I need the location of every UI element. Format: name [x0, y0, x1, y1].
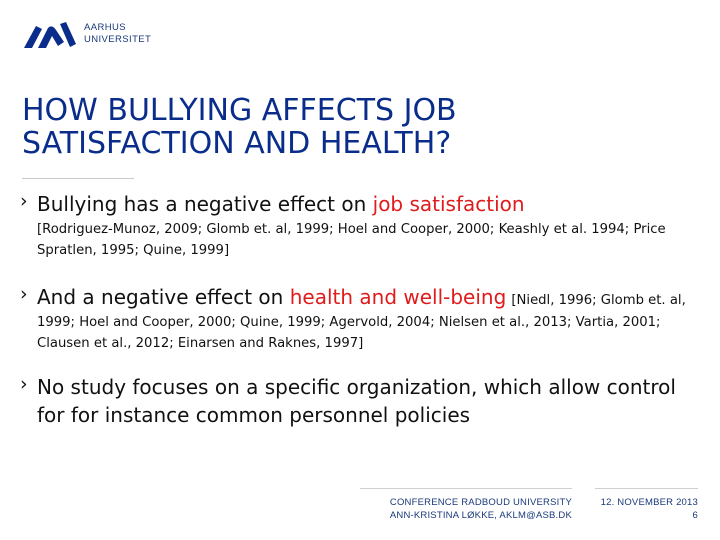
footer-author: ANN-KRISTINA LØKKE, AKLM@ASB.DK	[389, 510, 572, 521]
slide-title-line2: SATISFACTION AND HEALTH?	[22, 126, 452, 161]
slide-title-line1: HOW BULLYING AFFECTS JOB	[22, 93, 457, 128]
bullet-list	[18, 190, 708, 429]
bullet-text: And a negative effect on	[37, 285, 290, 309]
university-name-line1: AARHUS	[84, 22, 126, 33]
footer-divider-left	[360, 488, 572, 489]
bullet-marker: ›	[20, 190, 28, 212]
bullet-highlight: job satisfaction	[372, 192, 525, 216]
university-name-line2: UNIVERSITET	[84, 34, 152, 45]
university-name	[84, 22, 151, 46]
slide-title	[22, 94, 702, 160]
bullet-item	[18, 190, 708, 260]
footer-conference-info	[340, 496, 572, 522]
aarhus-university-logo-icon	[22, 20, 78, 50]
bullet-item	[18, 283, 708, 353]
bullet-text: Bullying has a negative effect on	[37, 192, 373, 216]
bullet-citation: [Rodriguez-Munoz, 2009; Glomb et. al, 1999; Hoel and Cooper, 2000; Keashly et al. 1994; Price Spratlen, 1995; Quine, 1999]	[37, 222, 666, 258]
footer-date: 12. NOVEMBER 2013	[600, 497, 698, 508]
title-divider	[22, 178, 134, 179]
footer-date-page	[584, 496, 698, 522]
bullet-item	[18, 373, 708, 429]
bullet-text: No study focuses on a specific organization, which allow control for for instance common personnel policies	[37, 375, 676, 427]
bullet-marker: ›	[20, 283, 28, 305]
slide-number: 6	[692, 510, 698, 521]
bullet-marker: ›	[20, 373, 28, 395]
bullet-citation: [Niedl, 1996; Glomb et. al, 1999; Hoel and Cooper, 2000; Quine, 1999; Agervold, 2004; Nielsen et al., 2013; Vartia, 2001; Clausen et al., 2012; Einarsen and Raknes, 1997]	[37, 293, 686, 351]
bullet-highlight: health and well-being	[289, 285, 507, 309]
footer-conference: CONFERENCE RADBOUD UNIVERSITY	[389, 497, 572, 508]
footer-divider-right	[595, 488, 698, 489]
